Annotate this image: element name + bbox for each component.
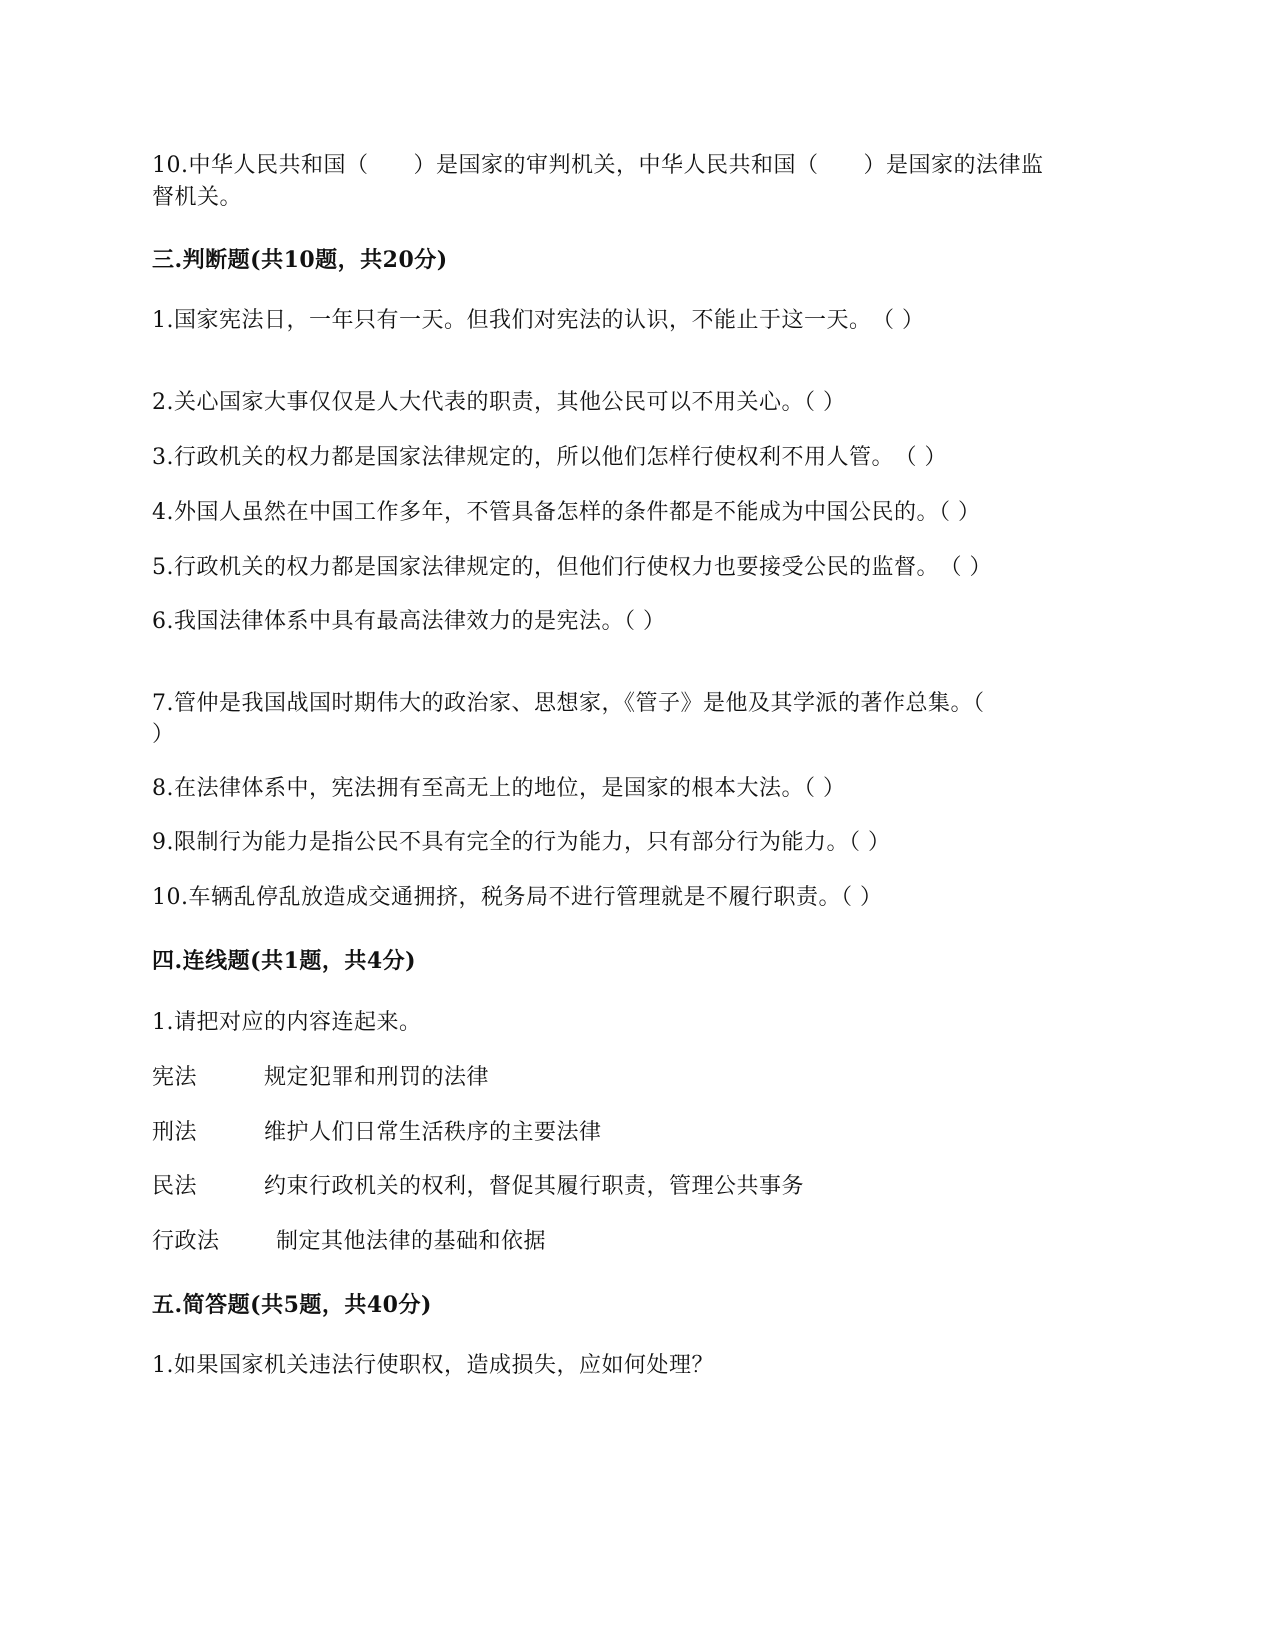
matching-row: [152, 1062, 1112, 1094]
matching-right-term: 规定犯罪和刑罚的法律: [264, 1065, 490, 1090]
tf-question-9: 9.限制行为能力是指公民不具有完全的行为能力，只有部分行为能力。（ ）: [152, 830, 891, 855]
matching-right-term: 约束行政机关的权利，督促其履行职责，管理公共事务: [264, 1174, 805, 1199]
section-5-heading: 五.简答题(共5题，共40分): [152, 1292, 432, 1318]
short-answer-question-1: 1.如果国家机关违法行使职权，造成损失，应如何处理？: [152, 1353, 714, 1378]
section-3-heading: 三.判断题(共10题，共20分): [152, 247, 448, 273]
tf-question-1: 1.国家宪法日，一年只有一天。但我们对宪法的认识，不能止于这一天。 （ ）: [152, 308, 925, 333]
tf-question-7-line-1: 7.管仲是我国战国时期伟大的政治家、思想家，《管子》是他及其学派的著作总集。（: [152, 691, 985, 716]
tf-question-5: 5.行政机关的权力都是国家法律规定的，但他们行使权力也要接受公民的监督。 （ ）: [152, 555, 992, 580]
matching-left-term: 民法: [152, 1174, 198, 1199]
matching-right-term: 制定其他法律的基础和依据: [276, 1229, 547, 1254]
tf-question-7-line-2: ）: [152, 722, 175, 747]
tf-question-2: 2.关心国家大事仅仅是人大代表的职责，其他公民可以不用关心。（ ）: [152, 390, 846, 415]
matching-row: [152, 1226, 1112, 1258]
matching-left-term: 行政法: [152, 1229, 220, 1254]
tf-question-6: 6.我国法律体系中具有最高法律效力的是宪法。（ ）: [152, 609, 666, 634]
question-10-line-2: 督机关。: [152, 185, 243, 210]
section-4-heading: 四.连线题(共1题，共4分): [152, 948, 417, 974]
matching-question-1: 1.请把对应的内容连起来。: [152, 1010, 422, 1035]
tf-question-3: 3.行政机关的权力都是国家法律规定的，所以他们怎样行使权利不用人管。 （ ）: [152, 445, 947, 470]
matching-left-term: 刑法: [152, 1120, 198, 1145]
matching-row: [152, 1117, 1112, 1149]
matching-row: [152, 1171, 1112, 1203]
question-10-line-1: 10.中华人民共和国（ ）是国家的审判机关，中华人民共和国（ ）是国家的法律监: [152, 153, 1044, 178]
tf-question-8: 8.在法律体系中，宪法拥有至高无上的地位，是国家的根本大法。（ ）: [152, 776, 846, 801]
tf-question-4: 4.外国人虽然在中国工作多年，不管具备怎样的条件都是不能成为中国公民的。（ ）: [152, 500, 981, 525]
tf-question-10: 10.车辆乱停乱放造成交通拥挤，税务局不进行管理就是不履行职责。（ ）: [152, 885, 883, 910]
matching-right-term: 维护人们日常生活秩序的主要法律: [264, 1120, 602, 1145]
matching-left-term: 宪法: [152, 1065, 198, 1090]
